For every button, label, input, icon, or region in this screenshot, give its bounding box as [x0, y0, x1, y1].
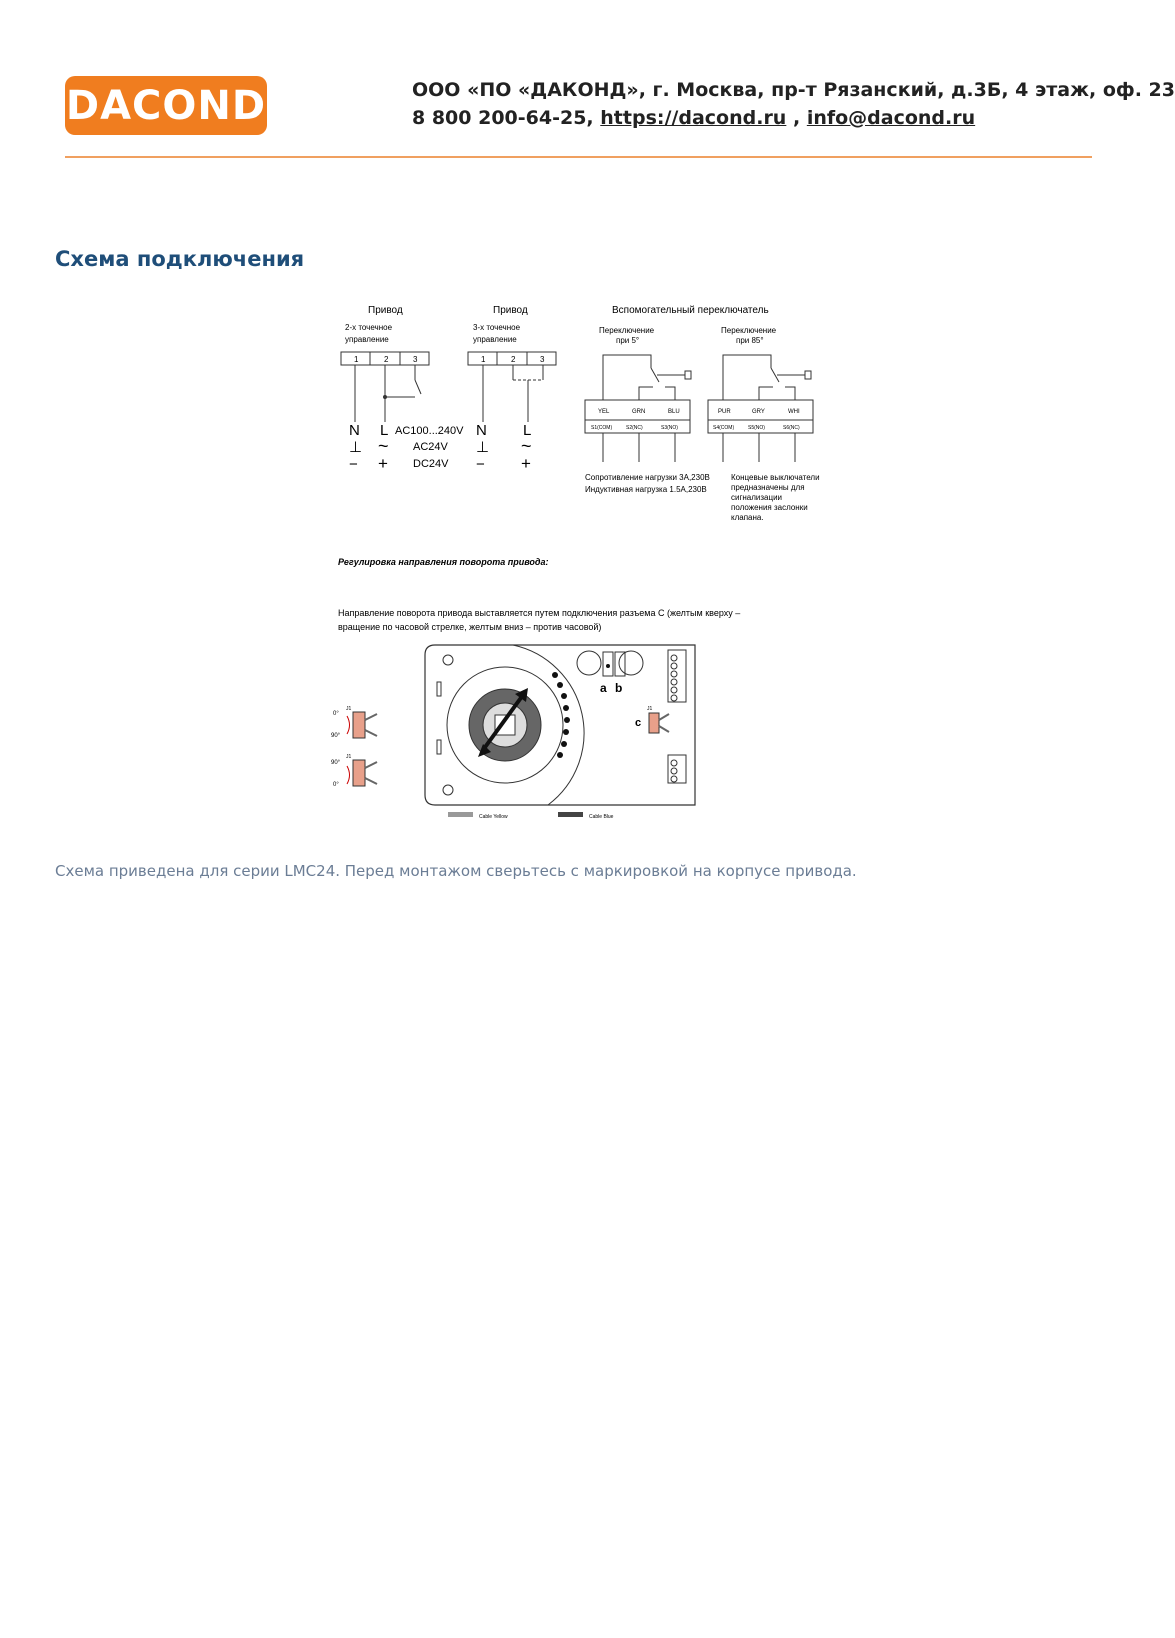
dacond-logo	[65, 76, 267, 135]
pwr-ac24: AC24V	[413, 441, 448, 453]
wire-yel: YEL	[598, 409, 610, 415]
sw2-label1: Переключение	[721, 326, 777, 335]
legend-blue-swatch	[558, 812, 583, 817]
t2-3: 3	[540, 355, 545, 364]
sw1-label2: при 5°	[616, 336, 640, 345]
sym-minus2: −	[476, 456, 485, 473]
wire-blu: BLU	[668, 409, 680, 415]
col2-sub1: 3-х точечное	[473, 323, 521, 332]
sym-ground1: ⊥	[349, 439, 363, 456]
sym-tilde1: ~	[378, 436, 389, 456]
wiring-diagram	[333, 300, 833, 830]
email-link[interactable]: info@dacond.ru	[806, 107, 976, 129]
pwr-N1: N	[349, 422, 360, 439]
pwr-L1: L	[380, 422, 389, 439]
wire-grn: GRN	[632, 409, 646, 415]
pwr-ac100: AC100...240V	[395, 425, 464, 437]
code-s1: S1(COM)	[591, 425, 613, 431]
limit-line1: Концевые выключатели	[731, 473, 820, 482]
company-address: ООО «ПО «ДАКОНД», г. Москва, пр-т Рязанский, д.3Б, 4 этаж, оф. 23	[412, 79, 1175, 101]
col3-title: Вспомогательный переключатель	[612, 305, 769, 316]
sym-plus1: +	[378, 454, 388, 473]
deg90-top: 90°	[331, 733, 341, 739]
t1-3: 3	[413, 355, 418, 364]
t1-1: 1	[354, 355, 359, 364]
series-note: Схема приведена для серии LMC24. Перед монтажом сверьтесь с маркировкой на корпусе привода.	[55, 862, 857, 880]
pwr-N2: N	[476, 422, 487, 439]
sw1-label1: Переключение	[599, 326, 655, 335]
separator: ,	[792, 107, 801, 129]
wire-gry: GRY	[752, 409, 765, 415]
section-title: Схема подключения	[55, 247, 305, 271]
load-line2: Индуктивная нагрузка 1.5А,230В	[585, 485, 707, 494]
col1-title: Привод	[368, 305, 403, 316]
load-line1: Сопротивление нагрузки 3А,230В	[585, 473, 710, 482]
wire-whi: WHI	[788, 409, 800, 415]
contact-line	[412, 104, 1175, 132]
code-s6: S6(NC)	[783, 425, 800, 431]
t2-1: 1	[481, 355, 486, 364]
t1-2: 2	[384, 355, 389, 364]
rotation-text2: вращение по часовой стрелке, желтым вниз – против часовой)	[338, 622, 602, 632]
phone-number: 8 800 200-64-25,	[412, 107, 594, 129]
j1-c: J1	[647, 706, 653, 712]
col2-sub2: управление	[473, 335, 517, 344]
limit-line5: клапана.	[731, 513, 764, 522]
site-link[interactable]: https://dacond.ru	[600, 107, 787, 129]
col2-title: Привод	[493, 305, 528, 316]
wire-pur: PUR	[718, 409, 731, 415]
sym-plus2: +	[521, 454, 531, 473]
j1-top: J1	[346, 706, 352, 712]
pwr-dc24: DC24V	[413, 458, 449, 470]
code-s5: S5(NO)	[748, 425, 765, 431]
t2-2: 2	[511, 355, 516, 364]
switch-a	[577, 651, 601, 675]
logo-text: DACOND	[65, 82, 267, 129]
label-b: b	[615, 681, 623, 695]
sw2-label2: при 85°	[736, 336, 764, 345]
sym-tilde2: ~	[521, 436, 532, 456]
connector-cw[interactable]	[353, 712, 365, 738]
connector-ccw[interactable]	[353, 760, 365, 786]
limit-line3: сигнализации	[731, 493, 783, 502]
deg0-top: 0°	[333, 711, 339, 717]
code-s4: S4(COM)	[713, 425, 735, 431]
legend-yellow: Cable Yellow	[479, 814, 508, 820]
rotation-text1: Направление поворота привода выставляется путем подключения разъема С (желтым кверху –	[338, 608, 741, 618]
limit-line4: положения заслонки	[731, 503, 808, 512]
limit-line2: предназначены для	[731, 483, 805, 492]
col1-sub1: 2-х точечное	[345, 323, 393, 332]
label-c: c	[635, 717, 642, 729]
header-divider	[65, 156, 1092, 158]
legend-blue: Cable Blue	[589, 814, 614, 820]
code-s2: S2(NC)	[626, 425, 643, 431]
connector-c	[649, 713, 659, 733]
code-s3: S3(NO)	[661, 425, 678, 431]
col1-sub2: управление	[345, 335, 389, 344]
company-contacts	[412, 76, 1175, 132]
sym-minus1: −	[349, 456, 358, 473]
label-a: a	[600, 681, 607, 695]
switch-b	[619, 651, 643, 675]
j1-bottom: J1	[346, 754, 352, 760]
rotation-heading: Регулировка направления поворота привода:	[338, 557, 549, 567]
sym-ground2: ⊥	[476, 439, 490, 456]
deg0-bottom: 0°	[333, 782, 339, 788]
deg90-bottom: 90°	[331, 760, 341, 766]
pwr-L2: L	[523, 422, 532, 439]
legend-yellow-swatch	[448, 812, 473, 817]
gear-teeth	[552, 672, 570, 758]
